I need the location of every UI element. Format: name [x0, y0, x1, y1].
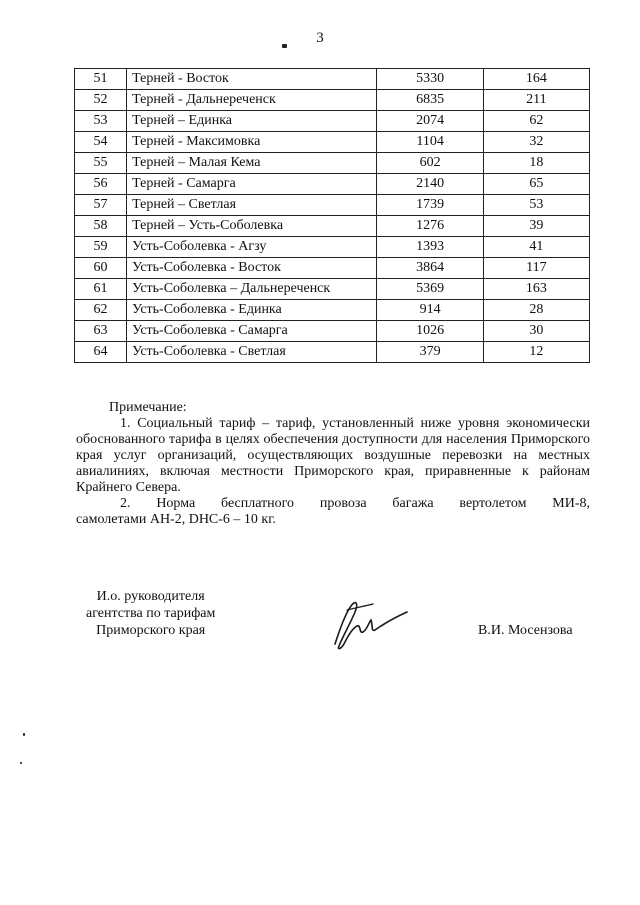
tariff-value: 6835	[377, 90, 483, 111]
row-number: 54	[75, 132, 127, 153]
social-tariff-value: 32	[483, 132, 589, 153]
table-row	[75, 237, 590, 258]
row-number: 57	[75, 195, 127, 216]
notes-title: Примечание:	[109, 400, 187, 415]
route-name: Терней - Восток	[127, 69, 377, 90]
route-name: Терней – Светлая	[127, 195, 377, 216]
row-number: 60	[75, 258, 127, 279]
social-tariff-value: 117	[483, 258, 589, 279]
tariff-value: 3864	[377, 258, 483, 279]
social-tariff-value: 41	[483, 237, 589, 258]
row-number: 63	[75, 321, 127, 342]
row-number: 55	[75, 153, 127, 174]
table-row	[75, 174, 590, 195]
tariff-value: 2140	[377, 174, 483, 195]
table-row	[75, 300, 590, 321]
social-tariff-value: 39	[483, 216, 589, 237]
row-number: 56	[75, 174, 127, 195]
social-tariff-value: 12	[483, 342, 589, 363]
tariff-value: 1276	[377, 216, 483, 237]
tariff-table	[74, 68, 590, 363]
route-name: Терней - Максимовка	[127, 132, 377, 153]
tariff-value: 914	[377, 300, 483, 321]
table-row	[75, 195, 590, 216]
route-name: Усть-Соболевка – Дальнереченск	[127, 279, 377, 300]
route-name: Усть-Соболевка - Агзу	[127, 237, 377, 258]
row-number: 64	[75, 342, 127, 363]
row-number: 61	[75, 279, 127, 300]
table-row	[75, 90, 590, 111]
route-name: Терней – Единка	[127, 111, 377, 132]
social-tariff-value: 211	[483, 90, 589, 111]
social-tariff-value: 164	[483, 69, 589, 90]
row-number: 58	[75, 216, 127, 237]
table-row	[75, 132, 590, 153]
social-tariff-value: 53	[483, 195, 589, 216]
notes-section	[76, 400, 590, 528]
row-number: 62	[75, 300, 127, 321]
table-row	[75, 279, 590, 300]
route-name: Усть-Соболевка - Светлая	[127, 342, 377, 363]
table-row	[75, 153, 590, 174]
scan-speck	[20, 762, 22, 764]
note-1: 1. Социальный тариф – тариф, установленный ниже уровня экономически обоснованного тарифа в целях обеспечения доступности для населения Приморского края услуг организаций, осуществляющих воздушные перевозки на местных авиалиниях, включая местности Приморского края, приравненные к районам Крайнего Севера.	[76, 416, 590, 495]
route-name: Терней – Усть-Соболевка	[127, 216, 377, 237]
route-name: Терней - Самарга	[127, 174, 377, 195]
social-tariff-value: 163	[483, 279, 589, 300]
route-name: Усть-Соболевка - Единка	[127, 300, 377, 321]
route-name: Терней – Малая Кема	[127, 153, 377, 174]
signatory-title	[86, 588, 215, 639]
scan-speck	[23, 733, 25, 736]
row-number: 51	[75, 69, 127, 90]
handwritten-signature	[325, 592, 415, 652]
social-tariff-value: 28	[483, 300, 589, 321]
social-tariff-value: 62	[483, 111, 589, 132]
social-tariff-value: 30	[483, 321, 589, 342]
signatory-title-line-3: Приморского края	[96, 623, 206, 638]
tariff-value: 5330	[377, 69, 483, 90]
social-tariff-value: 18	[483, 153, 589, 174]
signatory-title-line-1: И.о. руководителя	[96, 589, 205, 604]
route-name: Усть-Соболевка - Самарга	[127, 321, 377, 342]
tariff-value: 1104	[377, 132, 483, 153]
row-number: 52	[75, 90, 127, 111]
table-row	[75, 258, 590, 279]
route-name: Терней - Дальнереченск	[127, 90, 377, 111]
social-tariff-value: 65	[483, 174, 589, 195]
note-2-line-1: 2. Норма бесплатного провоза багажа вертолетом МИ-8,	[120, 496, 590, 511]
tariff-value: 602	[377, 153, 483, 174]
tariff-value: 379	[377, 342, 483, 363]
table-row	[75, 342, 590, 363]
signer-name: В.И. Мосензова	[478, 623, 573, 638]
route-name: Усть-Соболевка - Восток	[127, 258, 377, 279]
tariff-value: 1393	[377, 237, 483, 258]
tariff-value: 1739	[377, 195, 483, 216]
table-row	[75, 321, 590, 342]
tariff-value: 2074	[377, 111, 483, 132]
table-row	[75, 69, 590, 90]
row-number: 59	[75, 237, 127, 258]
table-row	[75, 111, 590, 132]
row-number: 53	[75, 111, 127, 132]
signatory-title-line-2: агентства по тарифам	[86, 606, 216, 621]
table-row	[75, 216, 590, 237]
tariff-value: 5369	[377, 279, 483, 300]
tariff-value: 1026	[377, 321, 483, 342]
note-2-line-2: самолетами АН-2, DHC-6 – 10 кг.	[76, 512, 276, 527]
scan-speck	[282, 44, 287, 48]
page-number: 3	[316, 30, 324, 46]
